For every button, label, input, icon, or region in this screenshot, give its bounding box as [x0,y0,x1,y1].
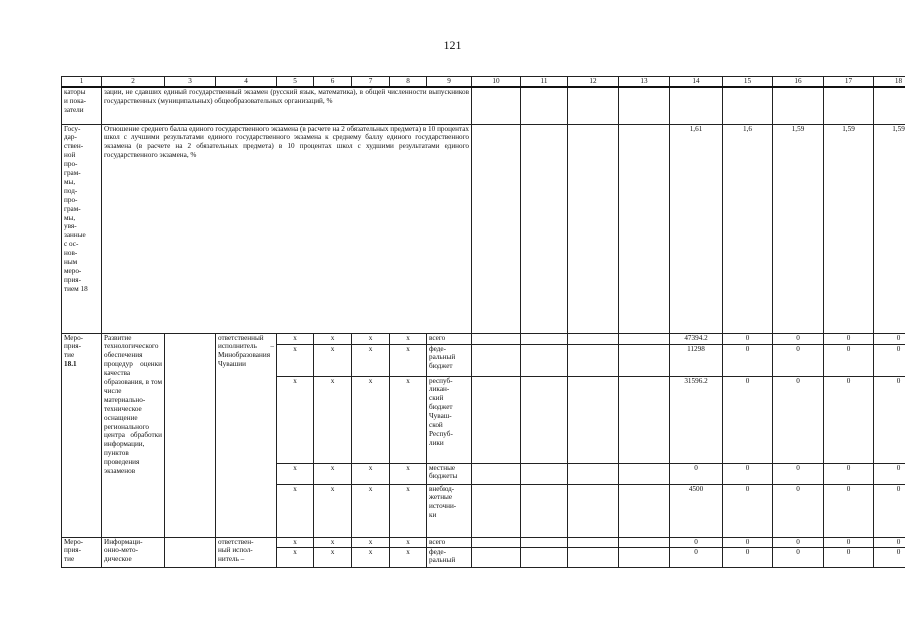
header-cell: 9 [427,77,472,88]
value-cell: 47394.2 [670,333,723,344]
header-cell: 7 [352,77,390,88]
header-cell: 13 [619,77,670,88]
value-cell: 0 [670,537,723,547]
header-cell: 14 [670,77,723,88]
x-cell: x [314,344,352,376]
event-label: Меро- прия- тие [62,537,102,567]
empty-cell [773,87,824,124]
value-cell: 0 [773,376,824,463]
value-cell: 0 [723,333,773,344]
header-cell: 17 [824,77,874,88]
empty-cell [619,463,670,484]
value-cell: 0 [824,333,874,344]
empty-cell [568,376,619,463]
value-cell: 0 [824,537,874,547]
funding-source: респуб- ликан- ский бюджет Чуваш- ской Респуб- лики [427,376,472,463]
program-table [61,76,905,568]
empty-cell [472,376,521,463]
value-cell: 0 [670,463,723,484]
empty-cell [521,463,568,484]
empty-cell [472,124,521,333]
x-cell: x [352,344,390,376]
empty-cell [521,547,568,567]
row-label: Госу- дар- ствен- ной про- грам- мы, под- про- грам- мы, увя- занные с ос- нов- ным меро- прия- тием 18 [62,124,102,333]
empty-cell [619,87,670,124]
x-cell: x [390,547,427,567]
x-cell: x [277,537,314,547]
value-cell: 1,61 [670,124,723,333]
value-cell: 0 [824,484,874,537]
x-cell: x [390,463,427,484]
empty-cell [568,484,619,537]
x-cell: x [390,344,427,376]
header-cell: 4 [216,77,277,88]
empty-cell [472,333,521,344]
value-cell: 0 [874,484,905,537]
empty-cell [568,87,619,124]
empty-cell [619,547,670,567]
funding-source: всего [427,333,472,344]
header-cell: 18 [874,77,905,88]
value-cell: 1,59 [773,124,824,333]
value-cell: 4500 [670,484,723,537]
empty-cell [619,344,670,376]
empty-cell [472,484,521,537]
header-cell: 16 [773,77,824,88]
row-label: каторы и пока- затели [62,87,102,124]
value-cell: 1,6 [723,124,773,333]
responsible-executor: ответственный исполнитель – Минобразования Чувашии [216,333,277,537]
value-cell: 0 [723,376,773,463]
empty-cell [165,537,216,567]
value-cell: 11298 [670,344,723,376]
empty-cell [472,463,521,484]
value-cell: 0 [874,376,905,463]
value-cell: 0 [824,376,874,463]
indicator-text: зации, не сдавших единый государственный экзамен (русский язык, математика), в общей численности выпускников государственных (муниципальных) общеобразовательных организаций, % [102,87,472,124]
responsible-executor: ответствен- ный испол- нитель – [216,537,277,567]
indicator-text: Отношение среднего балла единого государственного экзамена (в расчете на 2 обязательных предмета) в 10 процентах школ с лучшими результатами единого государственного экзамена к среднему баллу единого государственного экзамена (в расчете на 2 обязательных предмета) в 10 процентах школ с худшими результатами единого государственного экзамена, % [102,124,472,333]
funding-source: местные бюджеты [427,463,472,484]
x-cell: x [352,537,390,547]
empty-cell [619,376,670,463]
empty-cell [619,333,670,344]
x-cell: x [390,537,427,547]
value-cell: 0 [824,463,874,484]
value-cell: 0 [723,537,773,547]
value-cell: 0 [773,484,824,537]
value-cell: 0 [874,333,905,344]
header-cell: 1 [62,77,102,88]
header-cell: 15 [723,77,773,88]
value-cell: 31596.2 [670,376,723,463]
x-cell: x [314,537,352,547]
x-cell: x [314,463,352,484]
value-cell: 0 [874,463,905,484]
funding-source: всего [427,537,472,547]
value-cell: 0 [824,547,874,567]
empty-cell [165,333,216,537]
empty-cell [723,87,773,124]
value-cell: 0 [824,344,874,376]
empty-cell [521,333,568,344]
empty-cell [472,87,521,124]
value-cell: 0 [723,547,773,567]
empty-cell [568,537,619,547]
empty-cell [521,124,568,333]
value-cell: 0 [773,537,824,547]
empty-cell [619,484,670,537]
empty-cell [521,87,568,124]
value-cell: 0 [670,547,723,567]
x-cell: x [314,376,352,463]
x-cell: x [314,484,352,537]
empty-cell [824,87,874,124]
x-cell: x [352,333,390,344]
table-row [62,87,905,124]
empty-cell [568,463,619,484]
header-cell: 5 [277,77,314,88]
empty-cell [472,547,521,567]
empty-cell [521,344,568,376]
empty-cell [568,344,619,376]
value-cell: 0 [874,344,905,376]
event-description: Развитие технологического обеспечения процедур оценки качества образования, в том числе материально-техническое оснащение регионального центра обработки информации, пунктов проведения экзаменов [102,333,165,537]
x-cell: x [390,333,427,344]
event-label-text: Меро- прия- тие [64,333,84,360]
x-cell: x [277,547,314,567]
table-row [62,333,905,344]
header-cell: 12 [568,77,619,88]
header-cell: 2 [102,77,165,88]
value-cell: 0 [874,537,905,547]
value-cell: 0 [723,484,773,537]
value-cell: 0 [874,547,905,567]
table-row [62,537,905,547]
x-cell: x [352,463,390,484]
event-number: 18.1 [64,360,77,369]
value-cell: 0 [723,344,773,376]
page-number: 121 [443,38,462,52]
header-cell: 11 [521,77,568,88]
empty-cell [472,537,521,547]
header-row [62,77,905,88]
value-cell: 1,59 [874,124,905,333]
header-cell: 8 [390,77,427,88]
empty-cell [521,376,568,463]
event-label [62,333,102,537]
x-cell: x [277,463,314,484]
x-cell: x [277,376,314,463]
empty-cell [521,484,568,537]
value-cell: 0 [773,547,824,567]
x-cell: x [390,376,427,463]
value-cell: 0 [773,463,824,484]
header-cell: 6 [314,77,352,88]
x-cell: x [314,547,352,567]
x-cell: x [277,344,314,376]
x-cell: x [352,484,390,537]
event-description: Информаци- онно-мето- дическое [102,537,165,567]
x-cell: x [390,484,427,537]
x-cell: x [352,376,390,463]
x-cell: x [277,333,314,344]
empty-cell [670,87,723,124]
funding-source: феде- ральный бюджет [427,344,472,376]
empty-cell [472,344,521,376]
header-cell: 3 [165,77,216,88]
value-cell: 1,59 [824,124,874,333]
x-cell: x [277,484,314,537]
empty-cell [619,124,670,333]
empty-cell [568,124,619,333]
x-cell: x [314,333,352,344]
empty-cell [874,87,905,124]
header-cell: 10 [472,77,521,88]
funding-source: феде- ральный [427,547,472,567]
empty-cell [521,537,568,547]
value-cell: 0 [773,344,824,376]
empty-cell [568,547,619,567]
value-cell: 0 [773,333,824,344]
value-cell: 0 [723,463,773,484]
empty-cell [568,333,619,344]
empty-cell [619,537,670,547]
table-row [62,124,905,333]
x-cell: x [352,547,390,567]
funding-source: внебюд- жетные источни- ки [427,484,472,537]
